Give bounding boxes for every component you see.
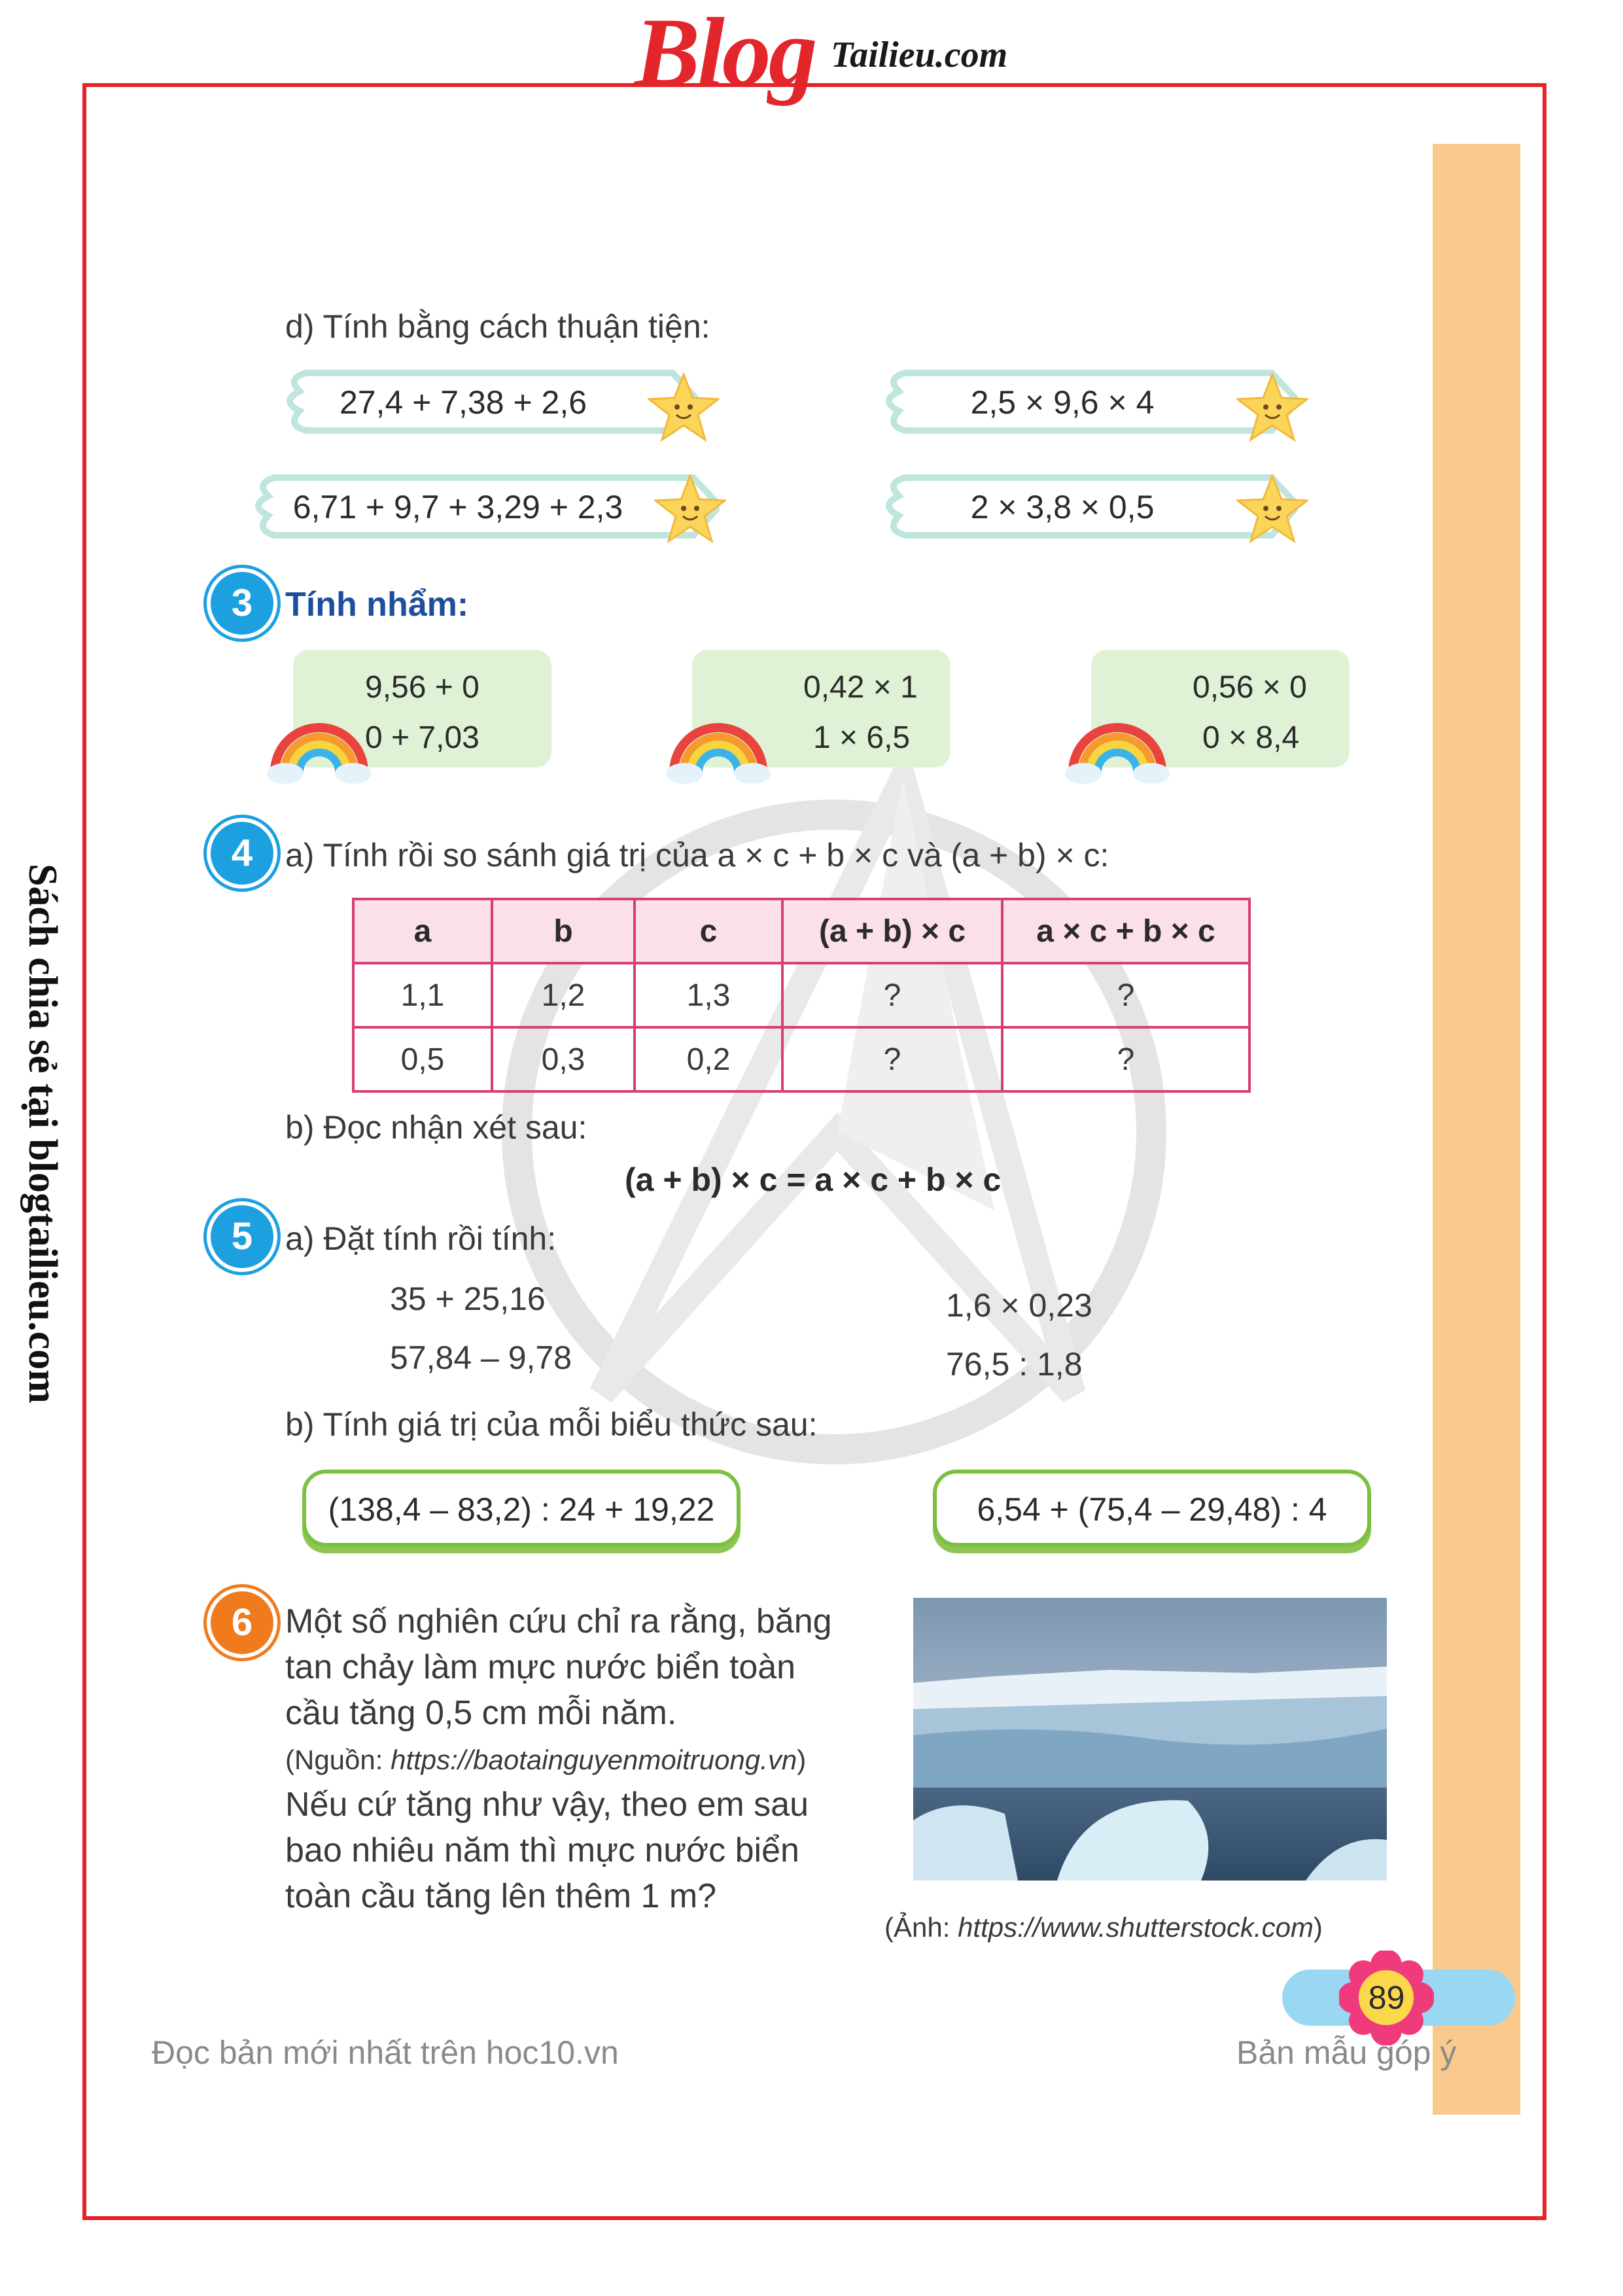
footer-left-text: Đọc bản mới nhất trên hoc10.vn: [152, 2034, 619, 2071]
table-cell: 0,5: [353, 1027, 492, 1091]
photo-suffix: ): [1313, 1912, 1323, 1943]
table-header-row: [353, 899, 1249, 963]
calculation-item: 76,5 : 1,8: [946, 1346, 1083, 1383]
logo-tailieu-text: Tailieu.com: [831, 35, 1008, 75]
table-header-cell: a × c + b × c: [1002, 899, 1249, 963]
part-d-title: d) Tính bằng cách thuận tiện:: [285, 308, 710, 345]
source-suffix: ): [797, 1744, 807, 1775]
exercise-3-title: Tính nhẩm:: [285, 586, 469, 624]
exercise-4a-text: a) Tính rồi so sánh giá trị của a × c + b × c và (a + b) × c:: [285, 837, 1109, 874]
exercise-number-badge: 5: [207, 1201, 277, 1272]
table-cell: ?: [1002, 1027, 1249, 1091]
calculation-item: 57,84 – 9,78: [390, 1339, 572, 1376]
distributive-formula: (a + b) × c = a × c + b × c: [625, 1161, 1002, 1198]
expression-banner: [249, 470, 720, 542]
glacier-photo: [913, 1598, 1387, 1881]
mental-math-line: 9,56 + 0: [365, 670, 480, 705]
exercise-number-badge: 4: [207, 818, 277, 889]
expression-banner: [879, 365, 1298, 437]
mental-math-line: 1 × 6,5: [813, 720, 911, 755]
exercise-number-badge: 3: [207, 568, 277, 639]
logo-blog-text: Blog: [635, 0, 815, 107]
mental-math-line: 0,56 × 0: [1193, 670, 1307, 705]
smiling-star-icon: [648, 373, 720, 442]
mental-math-line: 0 + 7,03: [365, 720, 480, 755]
expression-text: 2,5 × 9,6 × 4: [970, 384, 1155, 421]
calculation-item: 1,6 × 0,23: [946, 1287, 1092, 1324]
photo-credit: [884, 1912, 1323, 1943]
footer-right-text: Bản mẫu góp ý: [1236, 2034, 1457, 2071]
table-cell: 0,3: [492, 1027, 635, 1091]
table-cell: ?: [782, 1027, 1002, 1091]
expression-text: 6,71 + 9,7 + 3,29 + 2,3: [292, 489, 623, 525]
exercise-4b-text: b) Đọc nhận xét sau:: [285, 1109, 587, 1146]
expression-text: (138,4 – 83,2) : 24 + 19,22: [328, 1491, 715, 1528]
table-row: [353, 963, 1249, 1027]
photo-url: https://www.shutterstock.com: [958, 1912, 1314, 1943]
exercise-6-question: Nếu cứ tăng như vậy, theo em sau: [285, 1786, 809, 1824]
exercise-6-question: bao nhiêu năm thì mực nước biển: [285, 1831, 799, 1869]
exercise-number-badge: 6: [207, 1587, 277, 1658]
table-cell: 1,3: [635, 963, 782, 1027]
source-prefix: (Nguồn:: [285, 1744, 391, 1775]
rainbow-icon: [666, 700, 771, 785]
expression-box: [302, 1470, 741, 1547]
table-cell: 1,2: [492, 963, 635, 1027]
page-number: 89: [1368, 1979, 1405, 2016]
mental-math-line: 0,42 × 1: [803, 670, 918, 705]
expression-text: 2 × 3,8 × 0,5: [970, 489, 1155, 525]
table-header-cell: (a + b) × c: [782, 899, 1002, 963]
smiling-star-icon: [1236, 474, 1308, 543]
smiling-star-icon: [654, 474, 726, 543]
exercise-6-question: toàn cầu tăng lên thêm 1 m?: [285, 1877, 717, 1915]
calculation-item: 35 + 25,16: [390, 1280, 546, 1317]
side-color-bar: [1433, 144, 1520, 2115]
mental-math-line: 0 × 8,4: [1202, 720, 1300, 755]
expression-banner: [280, 365, 699, 437]
table-header-cell: c: [635, 899, 782, 963]
table-row: [353, 1027, 1249, 1091]
exercise-6-line: Một số nghiên cứu chỉ ra rằng, băng: [285, 1602, 832, 1640]
rainbow-icon: [1065, 700, 1170, 785]
expression-text: 27,4 + 7,38 + 2,6: [339, 384, 587, 421]
table-cell: 1,1: [353, 963, 492, 1027]
exercise-5a-text: a) Đặt tính rồi tính:: [285, 1220, 557, 1257]
vertical-watermark-text: Sách chia sẻ tại blogtailieu.com: [20, 864, 65, 1404]
table-cell: 0,2: [635, 1027, 782, 1091]
expression-text: 6,54 + (75,4 – 29,48) : 4: [977, 1491, 1327, 1528]
table-cell: ?: [1002, 963, 1249, 1027]
expression-box: [933, 1470, 1371, 1547]
expression-banner: [879, 470, 1298, 542]
exercise-6-line: cầu tăng 0,5 cm mỗi năm.: [285, 1694, 677, 1732]
rainbow-icon: [267, 700, 372, 785]
table-cell: ?: [782, 963, 1002, 1027]
values-table: [352, 898, 1251, 1093]
smiling-star-icon: [1236, 373, 1308, 442]
photo-prefix: (Ảnh:: [884, 1912, 958, 1943]
source-url: https://baotainguyenmoitruong.vn: [391, 1744, 797, 1775]
site-logo: [635, 0, 1040, 107]
exercise-6-line: tan chảy làm mực nước biển toàn: [285, 1648, 796, 1686]
table-header-cell: b: [492, 899, 635, 963]
source-citation: [285, 1744, 806, 1776]
exercise-5b-text: b) Tính giá trị của mỗi biểu thức sau:: [285, 1406, 818, 1443]
table-header-cell: a: [353, 899, 492, 963]
